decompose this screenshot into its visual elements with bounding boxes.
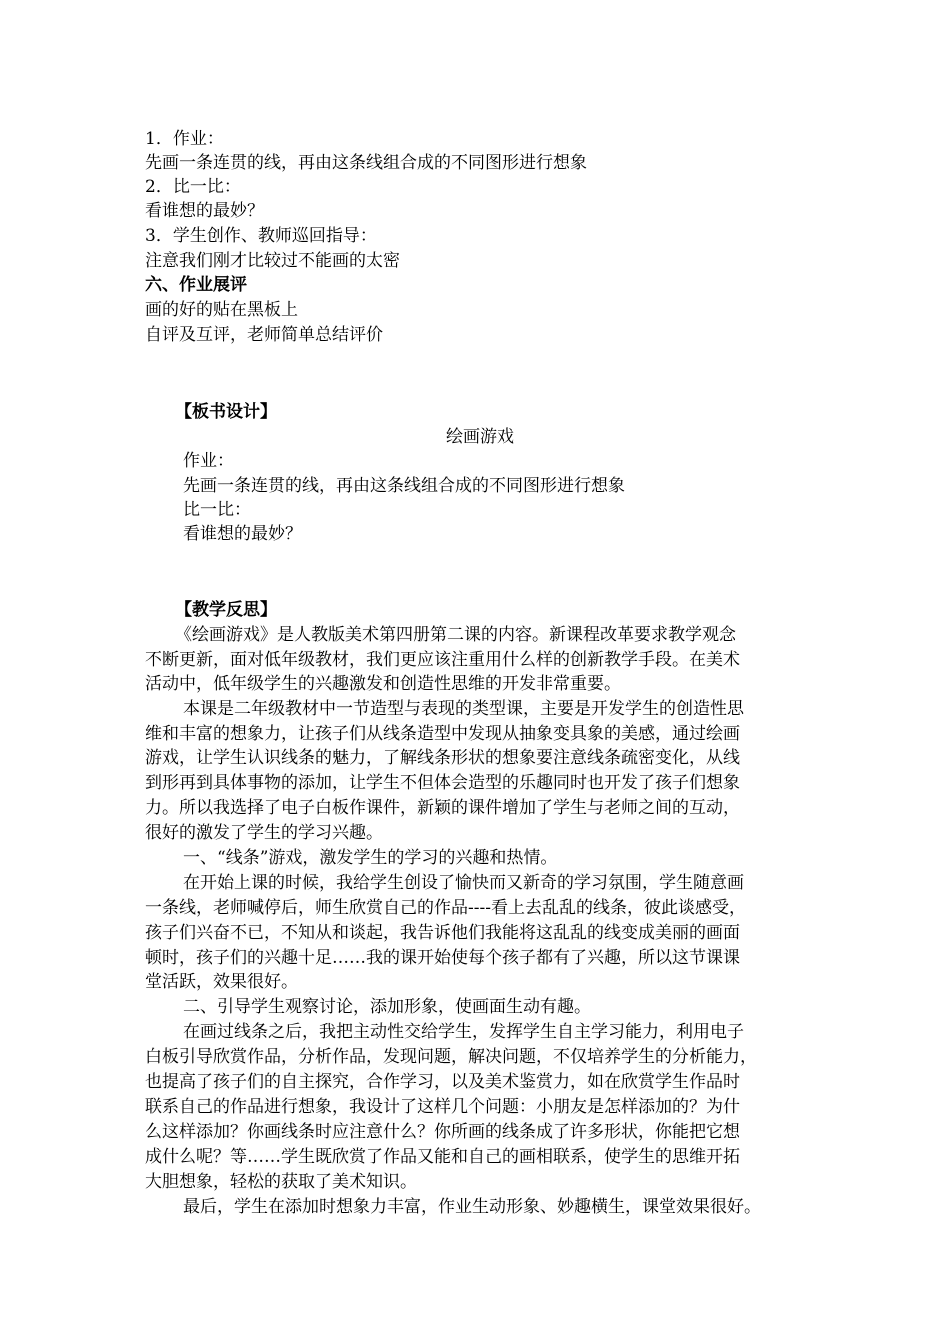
reflection-line: 很好的激发了学生的学习兴趣。 [145, 823, 383, 843]
homework-item-text: 先画一条连贯的线，再由这条线组合成的不同图形进行想象 [145, 153, 587, 173]
section-heading-review: 六、作业展评 [145, 275, 247, 295]
reflection-line: 大胆想象，轻松的获取了美术知识。 [145, 1172, 417, 1192]
board-line-3: 比一比： [183, 500, 251, 520]
homework-item-label: 1．作业： [145, 129, 224, 149]
reflection-heading: 【教学反思】 [175, 600, 277, 620]
reflection-line: 在开始上课的时候，我给学生创设了愉快而又新奇的学习氛围，学生随意画 [183, 873, 744, 893]
create-item-label: 3．学生创作、教师巡回指导： [145, 226, 377, 246]
reflection-line: 成什么呢？等……学生既欣赏了作品又能和自己的画相联系，使学生的思维开拓 [145, 1147, 740, 1167]
reflection-line: 顿时，孩子们的兴趣十足……我的课开始使每个孩子都有了兴趣，所以这节课课 [145, 948, 740, 968]
reflection-line: 不断更新，面对低年级教材，我们更应该注重用什么样的创新教学手段。在美术 [145, 650, 740, 670]
reflection-line: 么这样添加？你画线条时应注意什么？你所画的线条成了许多形状，你能把它想 [145, 1122, 740, 1142]
board-line-1: 作业： [183, 451, 234, 471]
board-design-title: 绘画游戏 [446, 427, 514, 447]
board-line-2: 先画一条连贯的线，再由这条线组合成的不同图形进行想象 [183, 476, 625, 496]
reflection-line: 孩子们兴奋不已，不知从和谈起，我告诉他们我能将这乱乱的线变成美丽的画面 [145, 923, 740, 943]
reflection-subheading-2: 二、引导学生观察讨论，添加形象，使画面生动有趣。 [183, 997, 591, 1017]
reflection-line: 最后，学生在添加时想象力丰富，作业生动形象、妙趣横生，课堂效果很好。 [183, 1197, 761, 1217]
compare-item-text: 看谁想的最妙？ [145, 201, 264, 221]
reflection-line: 游戏，让学生认识线条的魅力，了解线条形状的想象要注意线条疏密变化，从线 [145, 748, 740, 768]
review-line-1: 画的好的贴在黑板上 [145, 300, 298, 320]
reflection-line: 活动中，低年级学生的兴趣激发和创造性思维的开发非常重要。 [145, 674, 621, 694]
review-line-2: 自评及互评，老师简单总结评价 [145, 325, 383, 345]
reflection-line: 在画过线条之后，我把主动性交给学生，发挥学生自主学习能力，利用电子 [183, 1022, 744, 1042]
reflection-line: 本课是二年级教材中一节造型与表现的类型课，主要是开发学生的创造性思 [183, 699, 744, 719]
reflection-line: 联系自己的作品进行想象，我设计了这样几个问题：小朋友是怎样添加的？为什 [145, 1097, 740, 1117]
board-design-heading: 【板书设计】 [175, 402, 277, 422]
reflection-line: 白板引导欣赏作品，分析作品，发现问题，解决问题，不仅培养学生的分析能力， [145, 1047, 757, 1067]
reflection-line: 力。所以我选择了电子白板作课件，新颖的课件增加了学生与老师之间的互动， [145, 798, 740, 818]
board-line-4: 看谁想的最妙？ [183, 524, 302, 544]
create-item-text: 注意我们刚才比较过不能画的太密 [145, 251, 400, 271]
reflection-line: 到形再到具体事物的添加，让学生不但体会造型的乐趣同时也开发了孩子们想象 [145, 773, 740, 793]
reflection-subheading-1: 一、“线条”游戏，激发学生的学习的兴趣和热情。 [183, 848, 558, 868]
reflection-line: 也提高了孩子们的自主探究，合作学习，以及美术鉴赏力，如在欣赏学生作品时 [145, 1072, 740, 1092]
reflection-line: 维和丰富的想象力，让孩子们从线条造型中发现从抽象变具象的美感，通过绘画 [145, 724, 740, 744]
reflection-line: 一条线，老师喊停后，师生欣赏自己的作品----看上去乱乱的线条，彼此谈感受， [145, 898, 746, 918]
reflection-line: 《绘画游戏》是人教版美术第四册第二课的内容。新课程改革要求教学观念 [175, 625, 736, 645]
reflection-line: 堂活跃，效果很好。 [145, 972, 298, 992]
compare-item-label: 2．比一比： [145, 177, 241, 197]
